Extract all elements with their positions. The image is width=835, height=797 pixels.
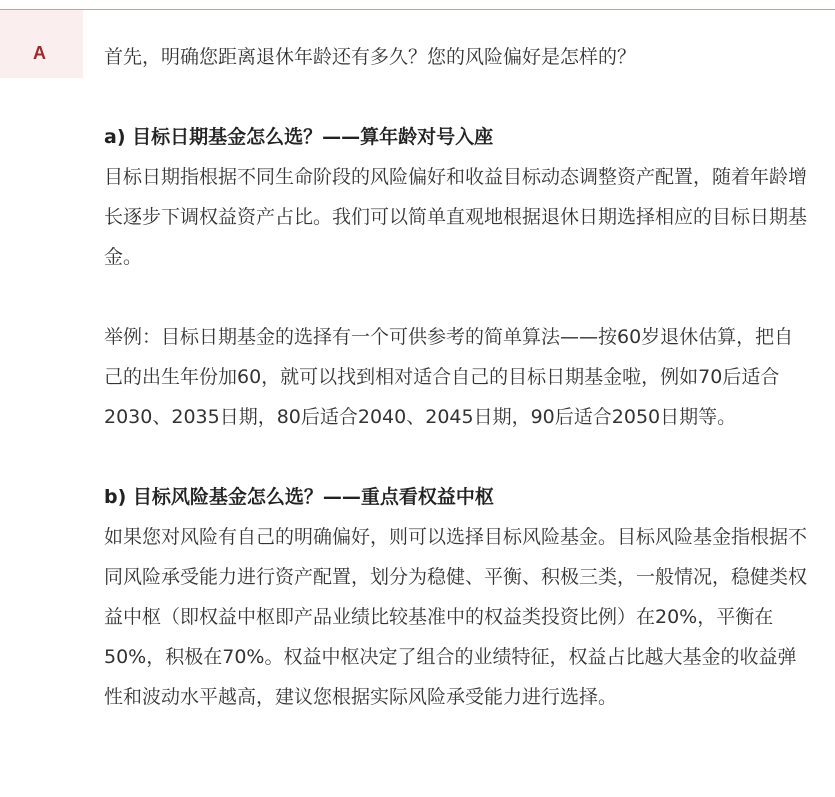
intro-text: 首先，明确您距离退休年龄还有多久？您的风险偏好是怎样的？ [104, 46, 637, 68]
section-b-heading: b) 目标风险基金怎么选？——重点看权益中枢 [104, 486, 494, 508]
answer-content [104, 37, 810, 717]
section-a-example: 举例：目标日期基金的选择有一个可供参考的简单算法——按60岁退休估算，把自己的出生年份加60，就可以找到相对适合自己的目标日期基金啦，例如70后适合2030、2035日期，80后适合2040、2045日期，90后适合2050日期等。 [104, 326, 794, 428]
section-a-heading: a) 目标日期基金怎么选？——算年龄对号入座 [104, 126, 494, 148]
answer-label: A [33, 43, 46, 63]
spacer [104, 77, 810, 117]
section-a-paragraph: 目标日期指根据不同生命阶段的风险偏好和收益目标动态调整资产配置，随着年龄增长逐步下调权益资产占比。我们可以简单直观地根据退休日期选择相应的目标日期基金。 [104, 166, 808, 268]
answer-badge [0, 10, 83, 78]
spacer [104, 437, 810, 477]
top-divider [0, 9, 835, 10]
spacer [104, 277, 810, 317]
section-b-paragraph: 如果您对风险有自己的明确偏好，则可以选择目标风险基金。目标风险基金指根据不同风险承受能力进行资产配置，划分为稳健、平衡、积极三类，一般情况，稳健类权益中枢（即权益中枢即产品业绩比较基准中的权益类投资比例）在20%，平衡在50%，积极在70%。权益中枢决定了组合的业绩特征，权益占比越大基金的收益弹性和波动水平越高，建议您根据实际风险承受能力进行选择。 [104, 526, 808, 708]
